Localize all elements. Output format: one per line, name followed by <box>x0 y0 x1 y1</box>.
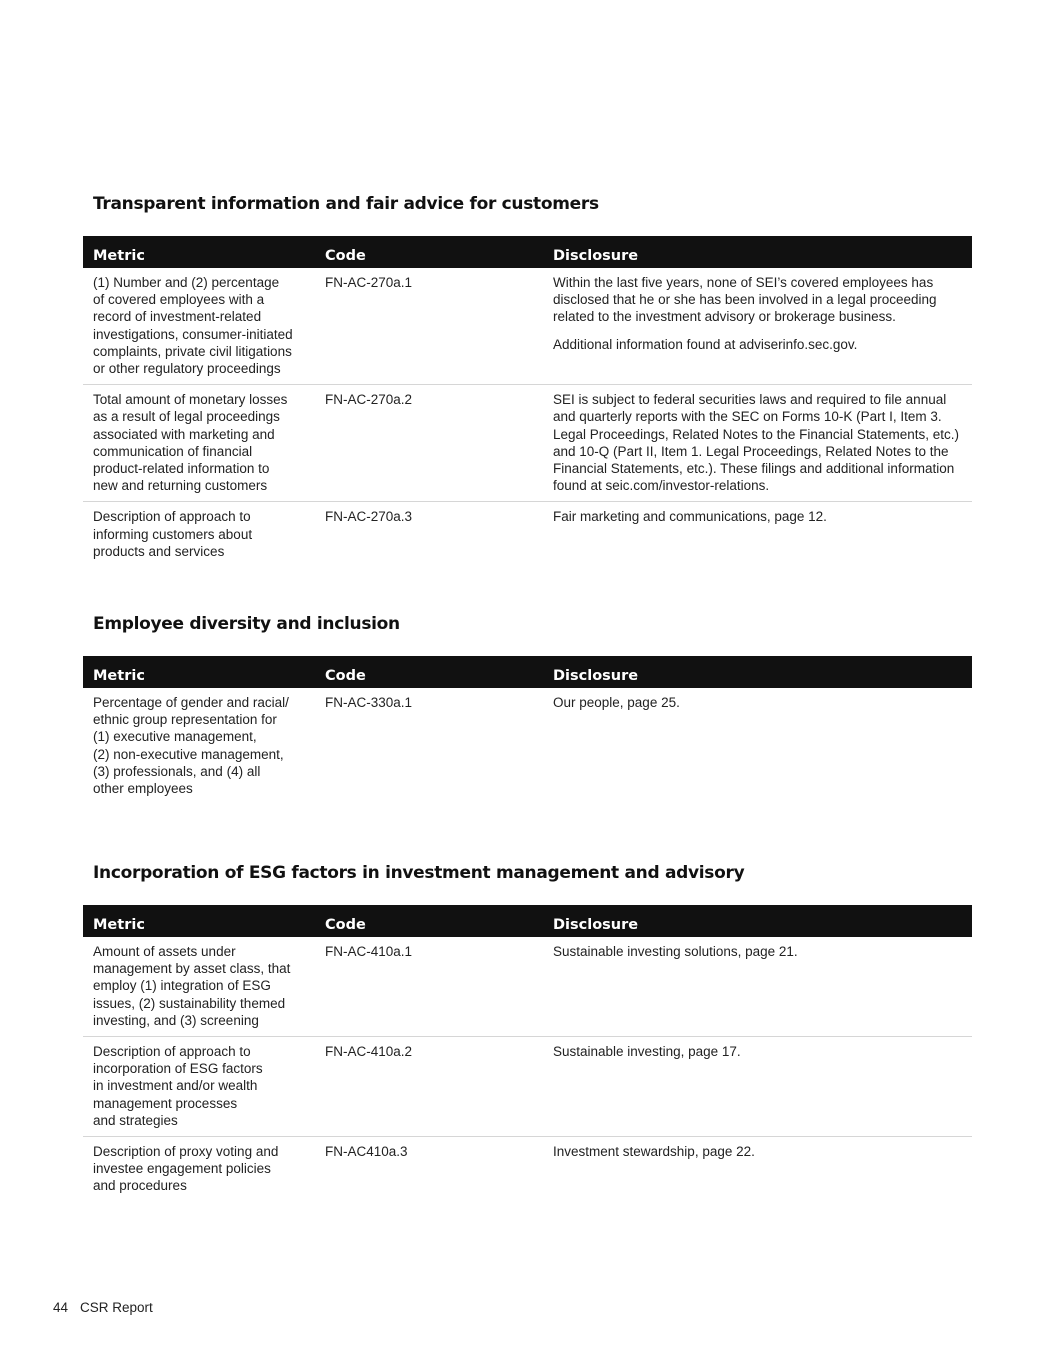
disclosure-cell <box>543 1037 972 1137</box>
metric-cell: Description of proxy voting and investee engagement policies and procedures <box>83 1137 315 1202</box>
disclosure-cell <box>543 688 972 804</box>
header-disclosure: Disclosure <box>543 236 972 268</box>
section-title: Employee diversity and inclusion <box>93 614 400 634</box>
header-disclosure: Disclosure <box>543 656 972 688</box>
code-cell: FN-AC-270a.3 <box>315 502 543 567</box>
disclosure-cell <box>543 937 972 1037</box>
table-row <box>83 1137 972 1202</box>
code-cell: FN-AC410a.3 <box>315 1137 543 1202</box>
disclosure-text: Sustainable investing solutions, page 21. <box>553 944 798 959</box>
disclosure-text: Our people, page 25. <box>553 695 680 710</box>
disclosure-cell <box>543 268 972 385</box>
report-name: CSR Report <box>80 1300 153 1315</box>
metrics-table <box>83 236 972 567</box>
code-cell: FN-AC-270a.2 <box>315 385 543 502</box>
metric-cell: Total amount of monetary losses as a result of legal proceedings associated with marketing and communication of financial product-related information to new and returning customers <box>83 385 315 502</box>
section-title: Incorporation of ESG factors in investment management and advisory <box>93 863 745 883</box>
metric-cell: Percentage of gender and racial/ ethnic group representation for (1) executive management, (2) non-executive management, (3) professionals, and (4) all other employees <box>93 695 289 797</box>
disclosure-text: Investment stewardship, page 22. <box>553 1144 755 1160</box>
metric-cell: Amount of assets under management by asset class, that employ (1) integration of ESG issues, (2) sustainability themed investing, and (3) screening <box>93 944 291 1028</box>
header-metric: Metric <box>83 656 315 688</box>
table-row <box>83 688 972 804</box>
section-title: Transparent information and fair advice for customers <box>93 194 599 214</box>
disclosure-text: Additional information found at adviserinfo.sec.gov. <box>553 336 858 352</box>
metric-cell: Description of approach to incorporation of ESG factors in investment and/or wealth management processes and strategies <box>83 1037 315 1137</box>
header-metric: Metric <box>83 905 315 937</box>
disclosure-text: Sustainable investing, page 17. <box>553 1044 741 1060</box>
disclosure-cell <box>543 502 972 567</box>
code-cell: FN-AC-410a.1 <box>325 944 413 959</box>
disclosure-cell <box>543 1137 972 1202</box>
table-row <box>83 1037 972 1137</box>
table-header-row <box>83 656 972 688</box>
table-row <box>83 385 972 502</box>
code-cell: FN-AC-270a.1 <box>325 275 413 290</box>
disclosure-text: Within the last five years, none of SEI’s covered employees has disclosed that he or she has been involved in a legal proceeding related to the investment advisory or brokerage business. <box>553 275 937 325</box>
table-row <box>83 502 972 567</box>
code-cell: FN-AC-330a.1 <box>325 695 413 710</box>
section-employee-diversity <box>83 614 972 804</box>
section-transparent-information <box>83 194 972 567</box>
header-code: Code <box>315 656 543 688</box>
table-row <box>83 268 972 385</box>
metric-cell: (1) Number and (2) percentage of covered employees with a record of investment-related investigations, consumer-initiated complaints, private civil litigations or other regulatory proceedings <box>93 275 293 377</box>
header-metric: Metric <box>83 236 315 268</box>
table-row <box>83 937 972 1037</box>
disclosure-cell <box>543 385 972 502</box>
metric-cell: Description of approach to informing customers about products and services <box>83 502 315 567</box>
disclosure-text: SEI is subject to federal securities laws and required to file annual and quarterly reports with the SEC on Forms 10-K (Part I, Item 3. Legal Proceedings, Related Notes to the Financial Statements, etc.) and 10-Q (Part II, Item 1. Legal Proceedings, Related Notes to the Financial Statements, etc.). These filings and additional information found at seic.com/investor-relations. <box>553 392 959 494</box>
table-header-row <box>83 236 972 268</box>
header-code: Code <box>315 905 543 937</box>
disclosure-text: Fair marketing and communications, page 12. <box>553 509 827 525</box>
header-code: Code <box>315 236 543 268</box>
metrics-table <box>83 905 972 1202</box>
metrics-table <box>83 656 972 804</box>
code-cell: FN-AC-410a.2 <box>315 1037 543 1137</box>
page-footer <box>53 1300 153 1315</box>
header-disclosure: Disclosure <box>543 905 972 937</box>
table-header-row <box>83 905 972 937</box>
page-number: 44 <box>53 1300 69 1315</box>
section-esg-factors <box>83 863 972 1202</box>
